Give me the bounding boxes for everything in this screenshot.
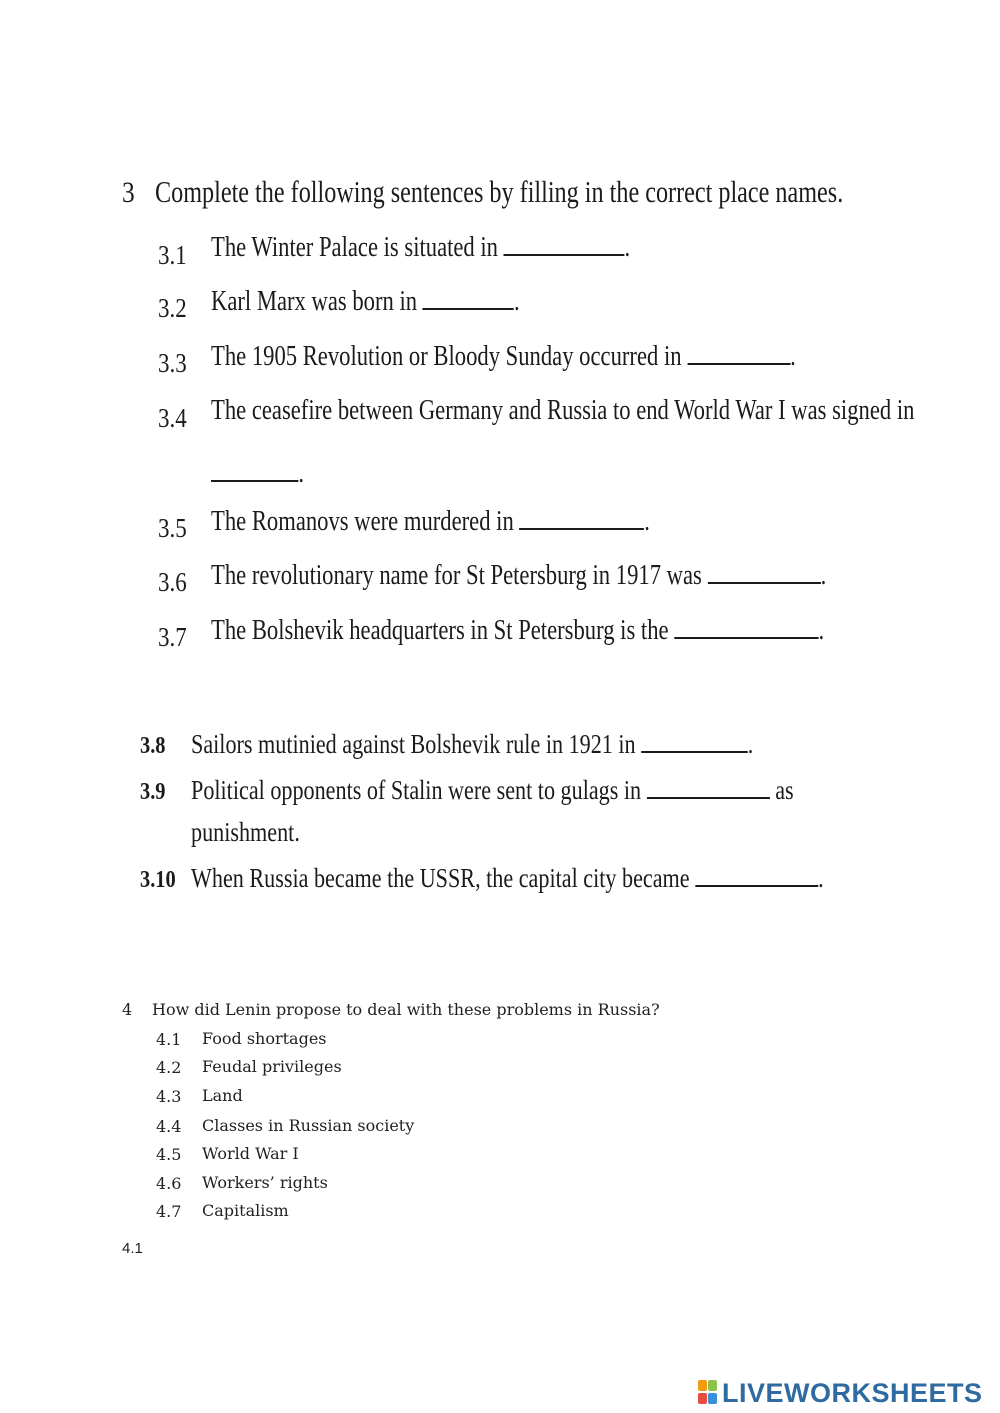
item-3-7-text: The Bolshevik headquarters in St Petersburg is the xyxy=(211,614,669,646)
liveworksheets-logo-icon xyxy=(698,1380,718,1406)
item-3-4-blank[interactable] xyxy=(211,460,298,482)
liveworksheets-logo-text: LIVEWORKSHEETS xyxy=(722,1377,983,1408)
item-3-10 xyxy=(191,863,824,894)
item-3-5-blank[interactable] xyxy=(519,508,644,530)
question-3-number: 3 xyxy=(122,176,135,209)
item-4-5-number: 4.5 xyxy=(156,1145,182,1164)
item-3-8-text: Sailors mutinied against Bolshevik rule in 1921 in xyxy=(191,729,636,759)
item-3-8-number: 3.8 xyxy=(140,733,166,759)
liveworksheets-logo xyxy=(698,1376,983,1410)
item-3-4-number: 3.4 xyxy=(158,403,187,433)
question-3-instruction: Complete the following sentences by filling in the correct place names. xyxy=(155,174,844,209)
item-4-3-text: Land xyxy=(202,1086,243,1105)
item-3-6-number: 3.6 xyxy=(158,567,187,597)
item-4-7-text: Capitalism xyxy=(202,1201,289,1220)
item-4-4-number: 4.4 xyxy=(156,1117,182,1136)
item-4-2-number: 4.2 xyxy=(156,1058,182,1077)
answer-label-4-1: 4.1 xyxy=(122,1240,143,1257)
item-3-1-blank[interactable] xyxy=(504,234,625,256)
item-3-8-blank[interactable] xyxy=(641,731,748,753)
item-3-3-number: 3.3 xyxy=(158,348,187,378)
item-3-6-blank[interactable] xyxy=(707,562,820,584)
item-4-4-text: Classes in Russian society xyxy=(202,1116,415,1135)
item-3-1-number: 3.1 xyxy=(158,240,187,270)
item-3-4-text: The ceasefire between Germany and Russia to end World War I was signed in xyxy=(211,394,915,426)
item-3-3-blank[interactable] xyxy=(687,343,790,365)
item-3-2-text: Karl Marx was born in xyxy=(211,285,418,317)
item-3-8 xyxy=(191,729,753,760)
item-3-9-blank[interactable] xyxy=(647,777,770,799)
item-3-7 xyxy=(211,614,824,647)
item-3-9-end: as xyxy=(775,775,794,805)
item-3-5 xyxy=(211,505,650,538)
item-3-4-end: . xyxy=(298,457,305,489)
item-4-7-number: 4.7 xyxy=(156,1202,182,1221)
item-3-6 xyxy=(211,559,826,592)
item-3-3-text: The 1905 Revolution or Bloody Sunday occurred in xyxy=(211,340,682,372)
item-4-5-text: World War I xyxy=(202,1144,299,1163)
item-4-3-number: 4.3 xyxy=(156,1087,182,1106)
item-3-3-end: . xyxy=(790,340,796,372)
item-3-10-number: 3.10 xyxy=(140,867,176,893)
item-3-10-text: When Russia became the USSR, the capital city became xyxy=(191,863,690,893)
item-4-2-text: Feudal privileges xyxy=(202,1057,342,1076)
item-3-10-blank[interactable] xyxy=(695,865,818,887)
item-4-6-number: 4.6 xyxy=(156,1174,182,1193)
item-3-10-end: . xyxy=(818,863,824,893)
item-3-1-end: . xyxy=(624,231,631,263)
item-3-7-blank[interactable] xyxy=(674,617,818,639)
item-3-5-number: 3.5 xyxy=(158,513,187,543)
item-3-6-text: The revolutionary name for St Petersburg in 1917 was xyxy=(211,559,702,591)
question-4-text: How did Lenin propose to deal with these problems in Russia? xyxy=(152,1000,660,1019)
item-3-8-end: . xyxy=(747,729,754,759)
item-4-6-text: Workers’ rights xyxy=(202,1173,328,1192)
item-3-2-number: 3.2 xyxy=(158,293,187,323)
item-3-7-number: 3.7 xyxy=(158,622,187,652)
item-3-2 xyxy=(211,285,520,318)
item-3-3 xyxy=(211,340,796,373)
item-3-2-blank[interactable] xyxy=(423,288,514,310)
item-3-9 xyxy=(191,775,794,806)
item-4-1-number: 4.1 xyxy=(156,1030,182,1049)
item-3-9-number: 3.9 xyxy=(140,779,166,805)
item-3-6-end: . xyxy=(820,559,827,591)
item-3-1-text: The Winter Palace is situated in xyxy=(211,231,498,263)
item-3-9-continued: punishment. xyxy=(191,817,300,847)
item-3-1 xyxy=(211,231,630,264)
item-3-2-end: . xyxy=(513,285,520,317)
item-3-7-end: . xyxy=(818,614,825,646)
item-3-4-line2 xyxy=(211,457,304,490)
item-3-5-end: . xyxy=(644,505,650,537)
item-3-5-text: The Romanovs were murdered in xyxy=(211,505,514,537)
question-4-number: 4 xyxy=(122,1000,133,1019)
item-3-9-text: Political opponents of Stalin were sent to gulags in xyxy=(191,775,642,805)
item-4-1-text: Food shortages xyxy=(202,1029,327,1048)
